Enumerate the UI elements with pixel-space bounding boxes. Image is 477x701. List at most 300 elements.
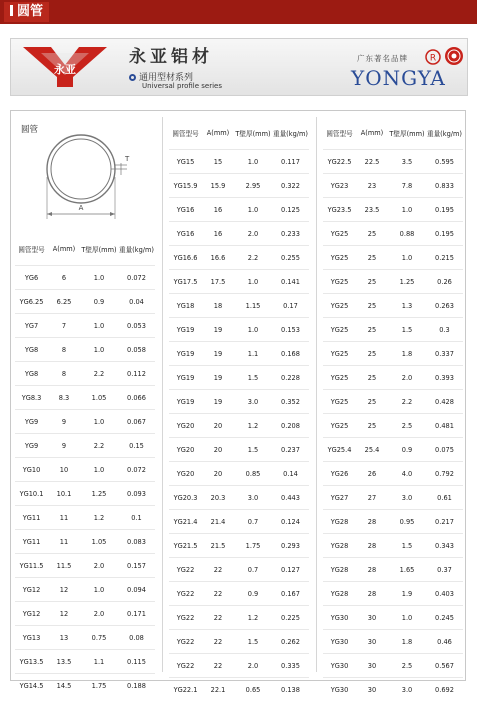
cell-a: 14.5 — [48, 674, 80, 698]
cell-a: 10 — [48, 458, 80, 482]
cell-weight: 0.072 — [118, 266, 155, 290]
cell-a: 15.9 — [202, 174, 234, 198]
cell-t: 1.0 — [80, 266, 118, 290]
cell-model: YG15.9 — [169, 174, 202, 198]
brand-banner — [10, 38, 468, 96]
cell-model: YG26 — [323, 462, 356, 486]
cell-a: 9 — [48, 434, 80, 458]
table-row — [169, 390, 309, 414]
cell-a: 30 — [356, 606, 388, 630]
cell-model: YG22 — [169, 630, 202, 654]
cell-model: YG20 — [169, 462, 202, 486]
cell-a: 20 — [202, 414, 234, 438]
cell-t: 0.7 — [234, 510, 272, 534]
cell-a: 19 — [202, 318, 234, 342]
cell-weight: 0.595 — [426, 150, 463, 174]
cell-weight: 0.067 — [118, 410, 155, 434]
table-row — [169, 414, 309, 438]
cell-model: YG9 — [15, 410, 48, 434]
cell-model: YG18 — [169, 294, 202, 318]
cell-weight: 0.08 — [118, 626, 155, 650]
cell-model: YG30 — [323, 630, 356, 654]
cell-weight: 0.428 — [426, 390, 463, 414]
cell-a: 8 — [48, 338, 80, 362]
cell-a: 30 — [356, 630, 388, 654]
cell-t: 2.95 — [234, 174, 272, 198]
cell-weight: 0.195 — [426, 198, 463, 222]
cell-model: YG10.1 — [15, 482, 48, 506]
cell-model: YG12 — [15, 602, 48, 626]
cell-a: 10.1 — [48, 482, 80, 506]
table-row — [15, 626, 155, 650]
table-row — [169, 582, 309, 606]
cell-t: 0.88 — [388, 222, 426, 246]
cell-model: YG19 — [169, 342, 202, 366]
cell-t: 3.0 — [388, 486, 426, 510]
col-header-t: T壁厚(mm) — [80, 233, 118, 266]
brand-name-cn: 永亚铝材 — [129, 42, 213, 67]
cell-model: YG25 — [323, 366, 356, 390]
cell-a: 11 — [48, 506, 80, 530]
table-row — [169, 294, 309, 318]
cell-weight: 0.393 — [426, 366, 463, 390]
table-row — [15, 506, 155, 530]
table-row — [169, 630, 309, 654]
table-header-row — [169, 117, 309, 150]
cell-t: 2.0 — [234, 654, 272, 678]
table-row — [169, 438, 309, 462]
table-row — [323, 318, 463, 342]
cell-model: YG22 — [169, 582, 202, 606]
diagram-label: 圆管 — [21, 123, 38, 135]
cell-weight: 0.255 — [272, 246, 309, 270]
cell-t: 1.15 — [234, 294, 272, 318]
col-header-a: A(mm) — [202, 117, 234, 150]
cell-a: 30 — [356, 678, 388, 701]
cell-weight: 0.138 — [272, 678, 309, 701]
cell-model: YG22 — [169, 654, 202, 678]
cell-weight: 0.322 — [272, 174, 309, 198]
cell-a: 13.5 — [48, 650, 80, 674]
table-row — [323, 342, 463, 366]
cell-a: 22 — [202, 654, 234, 678]
table-row — [15, 266, 155, 290]
cell-model: YG9 — [15, 434, 48, 458]
cell-weight: 0.26 — [426, 270, 463, 294]
cell-t: 1.0 — [234, 318, 272, 342]
table-row — [323, 558, 463, 582]
cell-weight: 0.337 — [426, 342, 463, 366]
cell-a: 25 — [356, 414, 388, 438]
cell-a: 28 — [356, 510, 388, 534]
cell-weight: 0.225 — [272, 606, 309, 630]
spec-table-2 — [169, 117, 309, 701]
table-row — [169, 150, 309, 174]
table-row — [169, 174, 309, 198]
cell-t: 2.2 — [80, 362, 118, 386]
col-header-a: A(mm) — [356, 117, 388, 150]
cell-t: 2.2 — [80, 434, 118, 458]
col-header-weight: 重量(kg/m) — [272, 117, 309, 150]
cell-weight: 0.195 — [426, 222, 463, 246]
cell-t: 2.5 — [388, 414, 426, 438]
cell-a: 21.5 — [202, 534, 234, 558]
cell-t: 1.0 — [388, 198, 426, 222]
table-row — [15, 578, 155, 602]
cell-t: 1.2 — [234, 606, 272, 630]
cell-t: 0.9 — [234, 582, 272, 606]
cell-weight: 0.403 — [426, 582, 463, 606]
table-row — [323, 294, 463, 318]
cell-t: 1.0 — [388, 606, 426, 630]
cell-t: 1.8 — [388, 342, 426, 366]
table-row — [169, 510, 309, 534]
cell-weight: 0.058 — [118, 338, 155, 362]
cell-a: 22 — [202, 630, 234, 654]
cell-a: 25 — [356, 318, 388, 342]
col-header-weight: 重量(kg/m) — [426, 117, 463, 150]
table-row — [323, 510, 463, 534]
table-row — [15, 362, 155, 386]
table-row — [15, 458, 155, 482]
cell-t: 0.85 — [234, 462, 272, 486]
table-row — [169, 270, 309, 294]
cell-model: YG30 — [323, 606, 356, 630]
table-row — [169, 558, 309, 582]
cell-model: YG11.5 — [15, 554, 48, 578]
table-row — [323, 414, 463, 438]
cell-model: YG16.6 — [169, 246, 202, 270]
cell-t: 1.3 — [388, 294, 426, 318]
table-row — [169, 246, 309, 270]
cell-weight: 0.335 — [272, 654, 309, 678]
cell-t: 1.5 — [234, 630, 272, 654]
cell-t: 2.0 — [388, 366, 426, 390]
table-row — [169, 222, 309, 246]
svg-text:R: R — [430, 54, 436, 64]
table-row — [169, 678, 309, 701]
cell-a: 25 — [356, 342, 388, 366]
cell-t: 1.5 — [388, 318, 426, 342]
cell-model: YG22.5 — [323, 150, 356, 174]
cell-a: 16 — [202, 198, 234, 222]
cell-t: 1.05 — [80, 386, 118, 410]
table-row — [323, 582, 463, 606]
cell-t: 1.65 — [388, 558, 426, 582]
cell-model: YG6.25 — [15, 290, 48, 314]
cell-t: 2.2 — [234, 246, 272, 270]
cell-model: YG16 — [169, 198, 202, 222]
table-row — [169, 606, 309, 630]
cell-model: YG23.5 — [323, 198, 356, 222]
cell-a: 25 — [356, 270, 388, 294]
cell-a: 28 — [356, 558, 388, 582]
cell-model: YG13.5 — [15, 650, 48, 674]
table-row — [15, 386, 155, 410]
series-name-en: Universal profile series — [142, 82, 222, 90]
cell-weight: 0.1 — [118, 506, 155, 530]
famous-brand-text: 广东著名品牌 — [357, 53, 408, 64]
cell-a: 11 — [48, 530, 80, 554]
cell-model: YG15 — [169, 150, 202, 174]
table-row — [15, 434, 155, 458]
cell-weight: 0.127 — [272, 558, 309, 582]
cell-t: 0.9 — [80, 290, 118, 314]
cell-t: 4.0 — [388, 462, 426, 486]
cell-a: 28 — [356, 582, 388, 606]
table-row — [15, 410, 155, 434]
top-bar — [0, 0, 477, 24]
cell-weight: 0.46 — [426, 630, 463, 654]
cell-a: 25 — [356, 366, 388, 390]
table-row — [323, 438, 463, 462]
cell-weight: 0.168 — [272, 342, 309, 366]
cell-model: YG7 — [15, 314, 48, 338]
table-row — [323, 270, 463, 294]
cell-weight: 0.443 — [272, 486, 309, 510]
col-header-t: T壁厚(mm) — [234, 117, 272, 150]
cell-model: YG10 — [15, 458, 48, 482]
cell-weight: 0.245 — [426, 606, 463, 630]
cell-weight: 0.15 — [118, 434, 155, 458]
cell-model: YG22 — [169, 606, 202, 630]
cell-a: 8 — [48, 362, 80, 386]
cell-weight: 0.237 — [272, 438, 309, 462]
spec-table-area — [10, 110, 466, 681]
cell-weight: 0.14 — [272, 462, 309, 486]
cell-weight: 0.262 — [272, 630, 309, 654]
cell-a: 12 — [48, 578, 80, 602]
col-header-model: 圆管型号 — [323, 117, 356, 150]
cell-model: YG14.5 — [15, 674, 48, 698]
cell-t: 1.2 — [234, 414, 272, 438]
cell-t: 1.25 — [80, 482, 118, 506]
section-title: 圆管 — [4, 2, 49, 22]
cell-a: 7 — [48, 314, 80, 338]
col-header-a: A(mm) — [48, 233, 80, 266]
cell-model: YG17.5 — [169, 270, 202, 294]
cell-weight: 0.481 — [426, 414, 463, 438]
table-row — [169, 462, 309, 486]
cell-t: 3.0 — [234, 390, 272, 414]
table-row — [323, 654, 463, 678]
cell-t: 0.75 — [80, 626, 118, 650]
cell-t: 1.2 — [80, 506, 118, 530]
cell-weight: 0.141 — [272, 270, 309, 294]
cell-a: 25 — [356, 222, 388, 246]
series-cn-text: 通用型材系列 — [139, 73, 193, 83]
cell-model: YG25.4 — [323, 438, 356, 462]
cell-weight: 0.263 — [426, 294, 463, 318]
cell-a: 30 — [356, 654, 388, 678]
table-row — [15, 314, 155, 338]
registered-mark-icon — [425, 49, 441, 65]
cell-t: 1.0 — [80, 458, 118, 482]
cell-t: 3.5 — [388, 150, 426, 174]
quality-seal-icon — [444, 46, 464, 66]
cell-a: 22 — [202, 606, 234, 630]
cell-model: YG8 — [15, 338, 48, 362]
cell-t: 1.75 — [234, 534, 272, 558]
cell-weight: 0.17 — [272, 294, 309, 318]
cell-t: 1.0 — [234, 150, 272, 174]
cell-t: 1.5 — [234, 366, 272, 390]
table-row — [323, 366, 463, 390]
cell-weight: 0.352 — [272, 390, 309, 414]
cell-model: YG27 — [323, 486, 356, 510]
cell-model: YG19 — [169, 318, 202, 342]
table-row — [323, 246, 463, 270]
cell-t: 0.95 — [388, 510, 426, 534]
table-row — [323, 486, 463, 510]
table-row — [15, 530, 155, 554]
cell-weight: 0.112 — [118, 362, 155, 386]
cell-weight: 0.066 — [118, 386, 155, 410]
cell-model: YG11 — [15, 506, 48, 530]
table-row — [15, 290, 155, 314]
cell-a: 8.3 — [48, 386, 80, 410]
cell-a: 16 — [202, 222, 234, 246]
cell-t: 2.0 — [80, 554, 118, 578]
spec-table-1 — [15, 233, 155, 697]
cell-a: 12 — [48, 602, 80, 626]
cell-weight: 0.115 — [118, 650, 155, 674]
cell-model: YG20.3 — [169, 486, 202, 510]
dim-t-label: T — [124, 155, 130, 163]
cell-weight: 0.053 — [118, 314, 155, 338]
cell-model: YG13 — [15, 626, 48, 650]
cell-model: YG25 — [323, 294, 356, 318]
cell-model: YG8 — [15, 362, 48, 386]
cell-a: 9 — [48, 410, 80, 434]
cell-t: 1.0 — [80, 314, 118, 338]
cell-model: YG22 — [169, 558, 202, 582]
cell-model: YG25 — [323, 414, 356, 438]
cell-weight: 0.343 — [426, 534, 463, 558]
column-divider — [316, 117, 317, 672]
col-header-model: 圆管型号 — [15, 233, 48, 266]
cell-a: 19 — [202, 366, 234, 390]
cell-t: 2.0 — [234, 222, 272, 246]
table-row — [323, 390, 463, 414]
cell-a: 6.25 — [48, 290, 80, 314]
yongya-logo — [21, 43, 109, 89]
cell-a: 20 — [202, 438, 234, 462]
cell-weight: 0.208 — [272, 414, 309, 438]
cell-a: 6 — [48, 266, 80, 290]
cell-t: 0.9 — [388, 438, 426, 462]
cell-t: 1.0 — [388, 246, 426, 270]
cell-weight: 0.567 — [426, 654, 463, 678]
cell-t: 3.0 — [388, 678, 426, 701]
cell-a: 25 — [356, 246, 388, 270]
cell-a: 19 — [202, 390, 234, 414]
cell-a: 22.1 — [202, 678, 234, 701]
cell-weight: 0.153 — [272, 318, 309, 342]
table-row — [169, 486, 309, 510]
cell-model: YG25 — [323, 318, 356, 342]
table-row — [15, 650, 155, 674]
table-row — [323, 462, 463, 486]
cell-a: 20.3 — [202, 486, 234, 510]
cell-weight: 0.833 — [426, 174, 463, 198]
cell-model: YG6 — [15, 266, 48, 290]
cell-t: 0.7 — [234, 558, 272, 582]
cell-t: 1.0 — [80, 578, 118, 602]
cell-t: 1.0 — [234, 270, 272, 294]
cell-model: YG19 — [169, 366, 202, 390]
table-header-row — [15, 233, 155, 266]
cell-a: 11.5 — [48, 554, 80, 578]
cell-a: 22 — [202, 582, 234, 606]
cell-a: 25.4 — [356, 438, 388, 462]
cell-weight: 0.125 — [272, 198, 309, 222]
cell-weight: 0.188 — [118, 674, 155, 698]
table-row — [15, 674, 155, 698]
cell-model: YG22.1 — [169, 678, 202, 701]
cell-a: 18 — [202, 294, 234, 318]
table-row — [15, 482, 155, 506]
cell-a: 28 — [356, 534, 388, 558]
cell-a: 22.5 — [356, 150, 388, 174]
cell-a: 16.6 — [202, 246, 234, 270]
cell-model: YG16 — [169, 222, 202, 246]
cell-t: 1.25 — [388, 270, 426, 294]
cell-model: YG21.4 — [169, 510, 202, 534]
cell-model: YG25 — [323, 246, 356, 270]
cell-model: YG30 — [323, 654, 356, 678]
cell-a: 19 — [202, 342, 234, 366]
table-row — [169, 534, 309, 558]
cell-t: 1.9 — [388, 582, 426, 606]
cell-model: YG21.5 — [169, 534, 202, 558]
spec-table-3 — [323, 117, 463, 701]
cell-weight: 0.3 — [426, 318, 463, 342]
bullet-icon — [129, 74, 136, 81]
cell-t: 1.05 — [80, 530, 118, 554]
cell-t: 1.0 — [80, 410, 118, 434]
cell-a: 17.5 — [202, 270, 234, 294]
table-row — [323, 174, 463, 198]
cell-model: YG28 — [323, 534, 356, 558]
table-row — [323, 222, 463, 246]
column-divider — [162, 117, 163, 672]
cell-a: 23.5 — [356, 198, 388, 222]
cell-weight: 0.117 — [272, 150, 309, 174]
cell-weight: 0.215 — [426, 246, 463, 270]
col-header-weight: 重量(kg/m) — [118, 233, 155, 266]
cell-t: 0.65 — [234, 678, 272, 701]
cell-weight: 0.293 — [272, 534, 309, 558]
cell-model: YG25 — [323, 270, 356, 294]
cell-t: 1.5 — [234, 438, 272, 462]
table-row — [15, 602, 155, 626]
tube-cross-section-icon — [15, 117, 155, 233]
cell-a: 21.4 — [202, 510, 234, 534]
cell-a: 15 — [202, 150, 234, 174]
dim-a-label: A — [79, 204, 84, 212]
cell-weight: 0.093 — [118, 482, 155, 506]
cell-weight: 0.217 — [426, 510, 463, 534]
col-header-t: T壁厚(mm) — [388, 117, 426, 150]
cell-t: 1.0 — [80, 338, 118, 362]
cell-model: YG11 — [15, 530, 48, 554]
cell-t: 3.0 — [234, 486, 272, 510]
table-row — [169, 654, 309, 678]
cell-model: YG30 — [323, 678, 356, 701]
cell-t: 1.1 — [80, 650, 118, 674]
cell-t: 1.0 — [234, 198, 272, 222]
